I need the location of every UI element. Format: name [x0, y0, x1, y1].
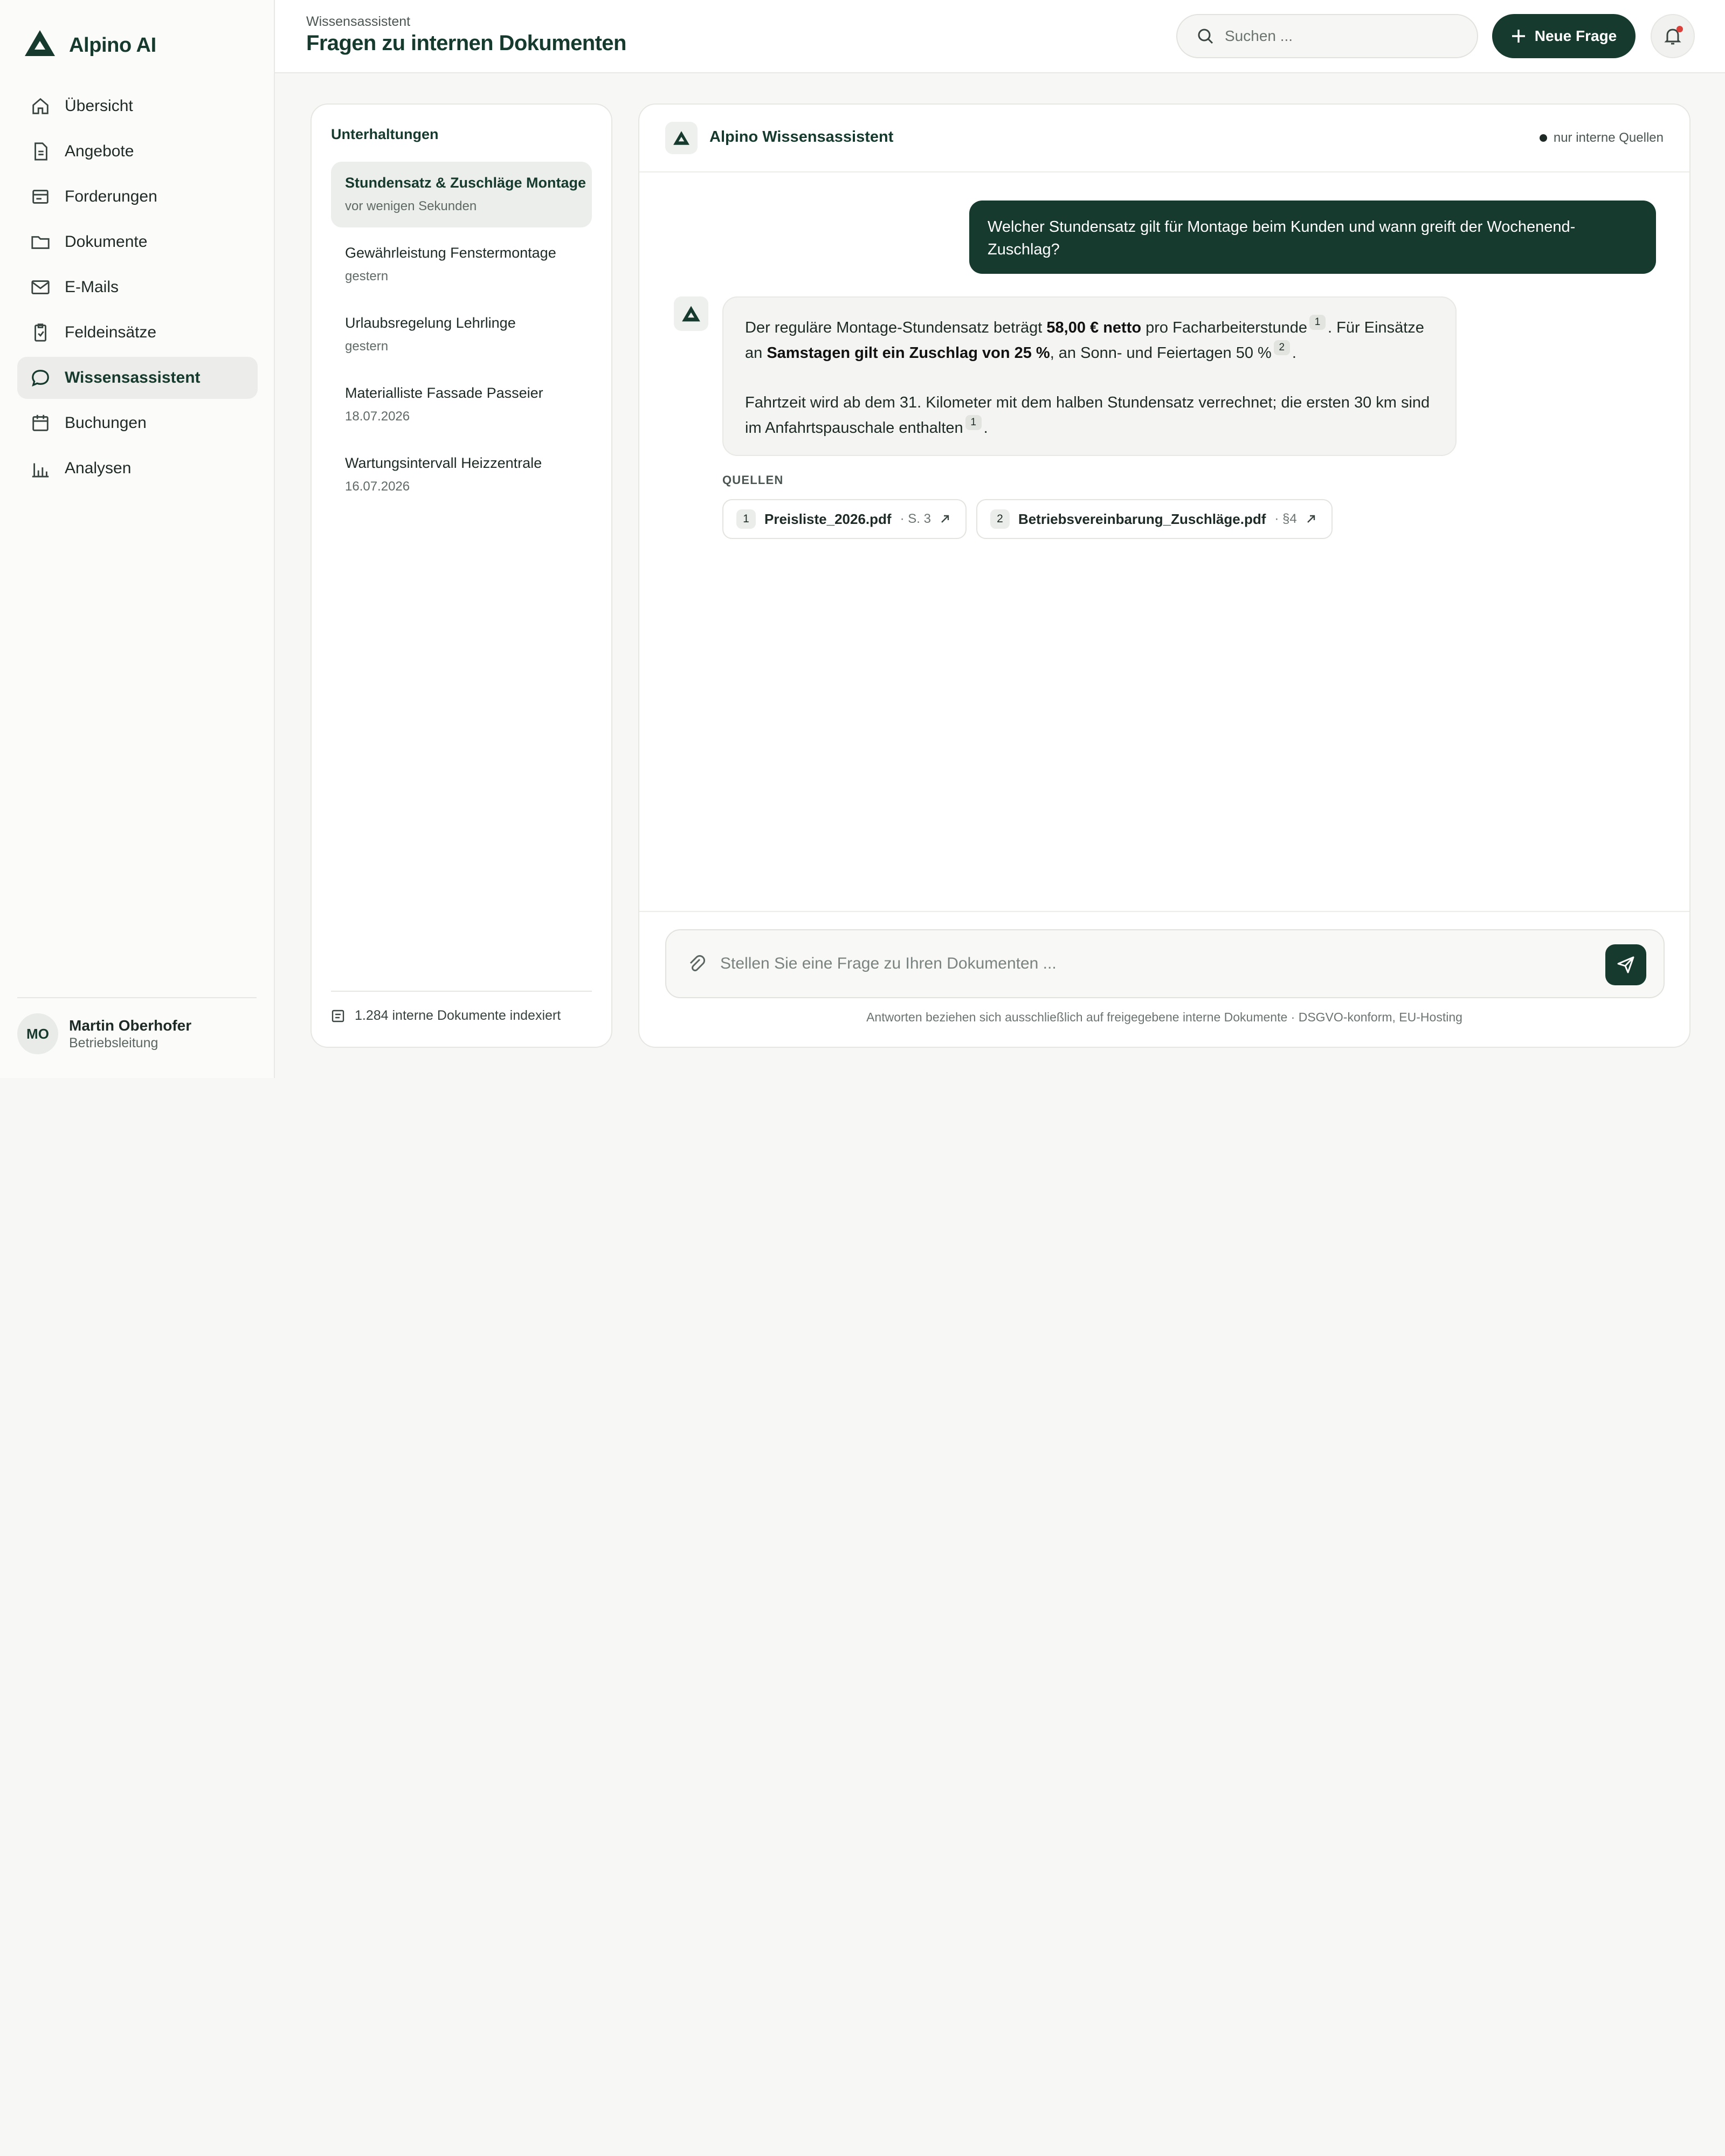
user-name: Martin Oberhofer — [69, 1017, 192, 1034]
user-role: Betriebsleitung — [69, 1035, 158, 1051]
conversation-title: Gewährleistung Fenstermontage — [345, 245, 556, 261]
conversation-time: vor wenigen Sekunden — [345, 199, 477, 213]
citation-marker[interactable]: 2 — [1274, 340, 1290, 355]
conversation-item[interactable] — [331, 232, 592, 298]
conversation-title: Stundensatz & Zuschläge Montage — [345, 175, 586, 191]
brand[interactable] — [24, 29, 156, 61]
mountain-logo-icon — [673, 130, 690, 146]
nav-item-label: Dokumente — [65, 233, 148, 251]
nav-item-label: Buchungen — [65, 414, 147, 432]
conversation-time: 18.07.2026 — [345, 409, 410, 424]
mail-icon — [30, 277, 51, 298]
sidebar — [0, 0, 275, 1078]
scope-label: nur interne Quellen — [1553, 130, 1664, 145]
plus-icon — [1511, 29, 1526, 44]
user-message: Welcher Stundensatz gilt für Montage beim Kunden und wann greift der Wochenend-Zuschlag? — [969, 201, 1656, 274]
home-icon — [30, 96, 51, 116]
nav-item-angebote[interactable] — [17, 130, 258, 172]
source-location: · §4 — [1274, 512, 1297, 526]
index-status — [331, 1008, 561, 1024]
nav-item-uebersicht[interactable] — [17, 85, 258, 127]
notification-dot — [1676, 26, 1683, 32]
answer-highlight: Samstagen gilt ein Zuschlag von 25 % — [767, 344, 1050, 362]
bar-chart-icon — [30, 458, 51, 479]
answer-text: Der reguläre Montage-Stundensatz beträgt — [745, 319, 1047, 336]
source-chip[interactable] — [722, 499, 967, 539]
notifications-button[interactable] — [1651, 14, 1695, 58]
answer-highlight: 58,00 € netto — [1046, 319, 1142, 336]
main-area — [275, 0, 1725, 1078]
disclaimer: Antworten beziehen sich ausschließlich auf freigegebene interne Dokumente · DSGVO-konform, EU-Hosting — [866, 1010, 1462, 1024]
avatar: MO — [17, 1013, 58, 1054]
conversation-list — [331, 162, 592, 512]
main-nav — [17, 85, 258, 493]
assistant-message — [722, 296, 1457, 456]
document-icon — [30, 141, 51, 162]
paperclip-icon[interactable] — [686, 953, 707, 975]
citation-marker[interactable]: 1 — [965, 415, 982, 430]
search-icon — [1197, 27, 1214, 45]
index-icon — [331, 1009, 345, 1023]
assistant-avatar — [674, 296, 708, 331]
nav-item-label: E-Mails — [65, 278, 119, 296]
assistant-logo — [665, 122, 698, 154]
answer-text: Fahrtzeit wird ab dem 31. Kilometer mit dem halben Stundensatz verrechnet; die ersten 30 km sind im Anfahrtspauschale enthalten — [745, 394, 1430, 437]
nav-item-feldeinsaetze[interactable] — [17, 312, 258, 354]
conversation-item[interactable] — [331, 372, 592, 438]
chat-bubble-icon — [30, 368, 51, 388]
clipboard-icon — [30, 322, 51, 343]
external-link-icon — [940, 514, 950, 524]
nav-item-label: Wissensassistent — [65, 369, 201, 386]
conversations-divider — [331, 991, 592, 992]
answer-paragraph — [745, 315, 1434, 365]
mountain-logo-icon — [681, 305, 701, 322]
nav-item-emails[interactable] — [17, 266, 258, 308]
topbar — [275, 0, 1725, 73]
answer-text: . — [1292, 344, 1296, 362]
source-number: 1 — [736, 509, 756, 529]
answer-text: . Für Einsätze an — [745, 319, 1424, 362]
scope-dot — [1540, 134, 1547, 142]
calendar-icon — [30, 413, 51, 433]
composer — [665, 929, 1665, 998]
nav-item-label: Angebote — [65, 142, 134, 160]
send-icon — [1616, 955, 1636, 975]
user-profile[interactable] — [17, 1013, 191, 1054]
sources-label: QUELLEN — [722, 473, 784, 487]
conversation-title: Materialliste Fassade Passeier — [345, 385, 543, 401]
nav-item-dokumente[interactable] — [17, 221, 258, 263]
page-title: Fragen zu internen Dokumenten — [306, 31, 626, 55]
chat-header — [639, 105, 1689, 172]
assistant-title: Alpino Wissensassistent — [709, 128, 894, 146]
conversation-time: 16.07.2026 — [345, 479, 410, 494]
conversation-title: Wartungsintervall Heizzentrale — [345, 455, 542, 471]
conversation-time: gestern — [345, 339, 389, 354]
source-number: 2 — [990, 509, 1010, 529]
search-box[interactable] — [1176, 14, 1478, 58]
source-chip[interactable] — [976, 499, 1333, 539]
folder-icon — [30, 232, 51, 252]
send-button[interactable] — [1605, 944, 1646, 985]
search-input[interactable] — [1225, 27, 1440, 45]
source-filename: Preisliste_2026.pdf — [764, 510, 892, 527]
nav-item-wissensassistent[interactable] — [17, 357, 258, 399]
breadcrumb: Wissensassistent — [306, 14, 411, 29]
nav-item-label: Analysen — [65, 459, 132, 477]
answer-text: , an Sonn- und Feiertagen 50 % — [1050, 344, 1272, 362]
conversation-time: gestern — [345, 269, 389, 284]
source-filename: Betriebsvereinbarung_Zuschläge.pdf — [1018, 510, 1266, 527]
conversations-panel — [310, 103, 612, 1048]
answer-paragraph — [745, 390, 1434, 440]
nav-item-label: Forderungen — [65, 188, 157, 205]
source-scope-badge — [1540, 130, 1664, 146]
new-question-label: Neue Frage — [1534, 27, 1617, 44]
chat-panel — [638, 103, 1690, 1048]
conversation-item[interactable] — [331, 302, 592, 368]
conversation-item[interactable] — [331, 442, 592, 508]
citation-marker[interactable]: 1 — [1309, 315, 1326, 330]
conversations-title: Unterhaltungen — [331, 126, 439, 142]
nav-item-label: Feldeinsätze — [65, 323, 157, 341]
index-count: 1.284 interne Dokumente indexiert — [355, 1008, 561, 1023]
composer-divider — [639, 911, 1689, 912]
sidebar-divider — [17, 997, 257, 998]
nav-item-buchungen[interactable] — [17, 402, 258, 444]
answer-text: pro Facharbeiterstunde — [1141, 319, 1307, 336]
nav-item-forderungen[interactable] — [17, 176, 258, 218]
conversation-title: Urlaubsregelung Lehrlinge — [345, 315, 516, 331]
source-location: · S. 3 — [900, 512, 931, 526]
sources-list — [722, 499, 1333, 539]
question-input[interactable] — [720, 955, 1572, 973]
new-question-button[interactable] — [1492, 14, 1636, 58]
nav-item-label: Übersicht — [65, 97, 133, 115]
brand-name: Alpino AI — [69, 33, 156, 57]
answer-text: . — [983, 419, 988, 437]
conversation-item[interactable] — [331, 162, 592, 227]
mountain-logo-icon — [24, 29, 56, 61]
external-link-icon — [1306, 514, 1316, 524]
invoice-icon — [30, 186, 51, 207]
nav-item-analysen[interactable] — [17, 447, 258, 489]
